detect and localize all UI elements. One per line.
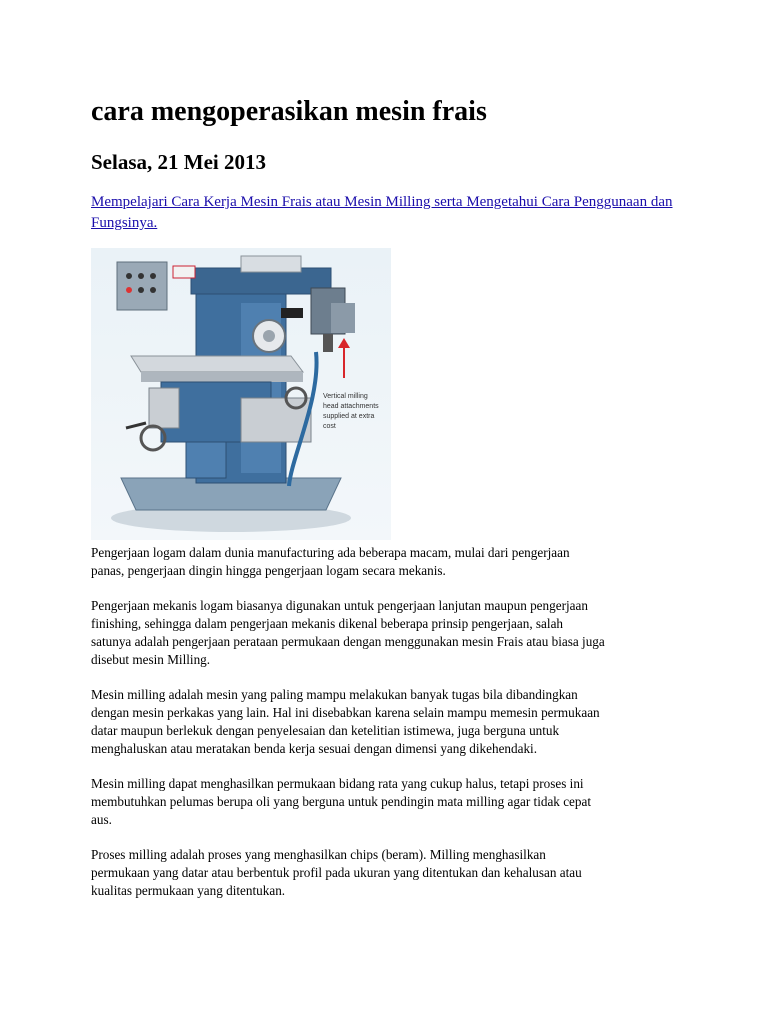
annotation-line-1: Vertical milling (323, 393, 368, 400)
paragraph-4: Mesin milling dapat menghasilkan permukaan bidang rata yang cukup halus, tetapi proses ini membutuhkan pelumas berupa oli yang berguna untuk pendingin mata milling agar tidak cepat aus. (91, 776, 592, 827)
milling-machine-image (91, 248, 391, 540)
annotation-line-4: cost (323, 423, 336, 430)
paragraph-2: Pengerjaan mekanis logam biasanya digunakan untuk pengerjaan lanjutan maupun pengerjaan finishing, sehingga dalam pengerjaan mekanis dikenal beberapa prinsip pengerjaan, salah satunya adalah pengerjaan perataan permukaan dengan menggunakan mesin Frais atau biasa juga disebut mesin Milling. (91, 598, 605, 667)
paragraph-5: Proses milling adalah proses yang menghasilkan chips (beram). Milling menghasilkan permukaan yang datar atau berbentuk profil pada ukuran yang ditentukan dan kehalusan atau kualitas permukaan yang ditentukan. (91, 847, 582, 898)
post-title: cara mengoperasikan mesin frais (91, 96, 487, 127)
post-date: Selasa, 21 Mei 2013 (91, 150, 266, 174)
milling-machine-illustration (91, 248, 391, 540)
paragraph-1: Pengerjaan logam dalam dunia manufacturing ada beberapa macam, mulai dari pengerjaan panas, pengerjaan dingin hingga pengerjaan logam secara mekanis. (91, 545, 570, 578)
annotation-line-2: head attachments (323, 403, 379, 410)
annotation-line-3: supplied at extra (323, 413, 375, 420)
paragraph-3: Mesin milling adalah mesin yang paling mampu melakukan banyak tugas bila dibandingkan dengan mesin perkakas yang lain. Hal ini disebabkan karena selain mampu memesin permukaan datar maupun berlekuk dengan penyelesaian dan ketelitian istimewa, juga berguna untuk menghaluskan atau meratakan benda kerja sesuai dengan dimensi yang dikehendaki. (91, 687, 600, 756)
article-link[interactable]: Mempelajari Cara Kerja Mesin Frais atau Mesin Milling serta Mengetahui Cara Penggunaan dan Fungsinya. (91, 194, 673, 231)
